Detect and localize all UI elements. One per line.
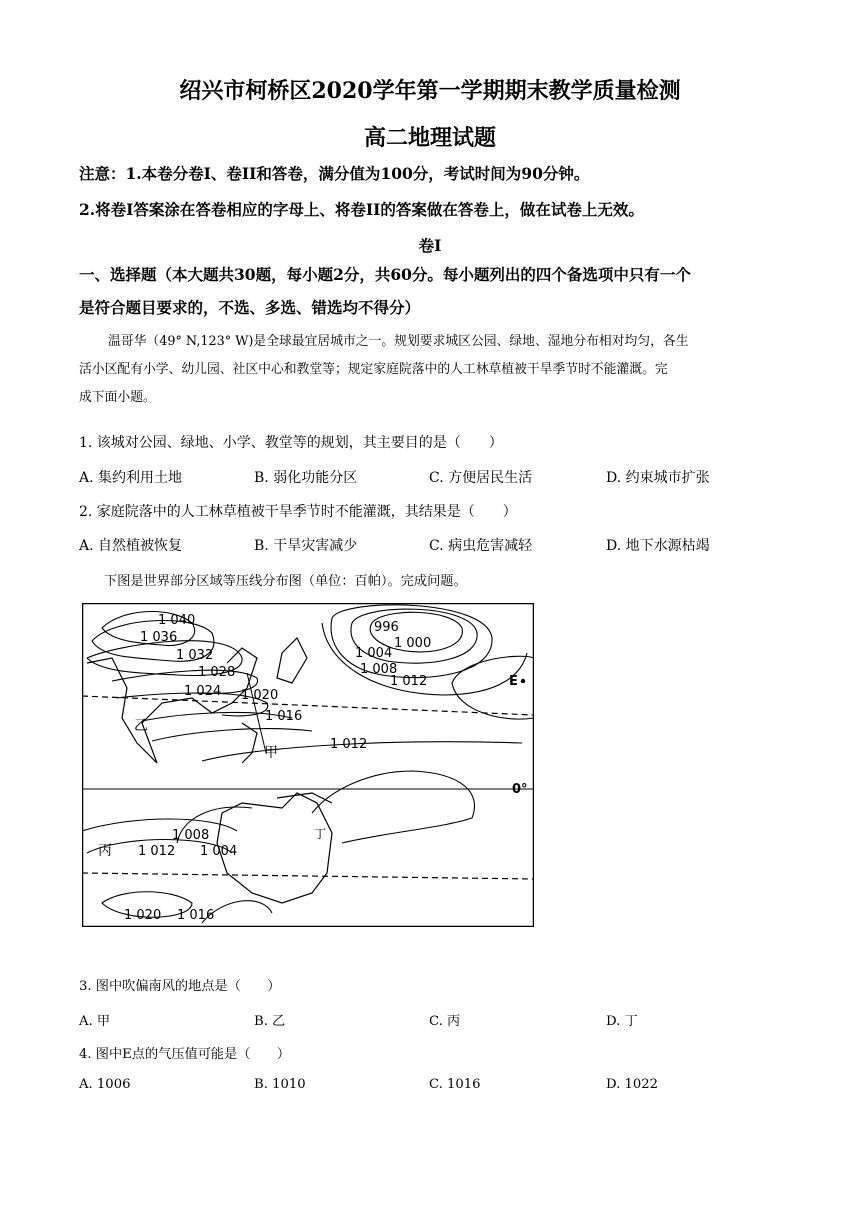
- passage-1-line-3: 成下面小题。: [79, 390, 156, 405]
- isobar-label: 1 008: [172, 828, 210, 843]
- isobar-label: 996: [374, 620, 399, 635]
- page-subtitle: 高二地理试题: [363, 125, 496, 151]
- point-e-marker: [521, 679, 525, 683]
- isobar-label: 1 012: [138, 844, 176, 859]
- passage-1-line-2: 活小区配有小学、幼儿园、社区中心和教堂等；规定家庭院落中的人工林草植被干旱季节时不能灌溉。完: [79, 362, 668, 377]
- question-4-stem: 4. 图中E点的气压值可能是（ ）: [79, 1047, 291, 1062]
- question-3-stem: 3. 图中吹偏南风的地点是（ ）: [79, 979, 281, 994]
- isobar-label: 1 024: [184, 684, 222, 699]
- isobar-label: 1 016: [265, 709, 303, 724]
- isobar-label: 1 000: [394, 636, 432, 651]
- question-2-option-d: D. 地下水源枯竭: [606, 538, 710, 554]
- question-1-option-b: B. 弱化功能分区: [254, 470, 358, 486]
- passage-1-line-1: 温哥华（49° N,123° W)是全球最宜居城市之一。规划要求城区公园、绿地、湿地分布相对均匀，各生: [108, 334, 689, 349]
- isobar-label: 1 016: [177, 908, 215, 923]
- question-4-option-c: C. 1016: [429, 1077, 481, 1092]
- isobar-label: 1 036: [140, 630, 178, 645]
- isobar-label: 1 040: [158, 613, 196, 628]
- isobar-label: 1 012: [330, 737, 368, 752]
- note-line-2: 2.将卷I答案涂在答卷相应的字母上、将卷II的答案做在答卷上，做在试卷上无效。: [79, 200, 644, 219]
- isobar-map: [82, 603, 534, 927]
- question-2-option-a: A. 自然植被恢复: [79, 538, 183, 554]
- question-4-option-a: A. 1006: [79, 1077, 131, 1092]
- question-3-option-b: B. 乙: [254, 1014, 286, 1029]
- note-line-1: 注意：1.本卷分卷I、卷II和答卷，满分值为100分，考试时间为90分钟。: [79, 164, 590, 183]
- page-title: 绍兴市柯桥区2020学年第一学期期末教学质量检测: [179, 78, 681, 104]
- question-1-stem: 1. 该城对公园、绿地、小学、教堂等的规划，其主要目的是（ ）: [79, 435, 503, 451]
- question-3-option-d: D. 丁: [606, 1014, 638, 1029]
- section-heading-line-1: 一、选择题（本大题共30题，每小题2分，共60分。每小题列出的四个备选项中只有一个: [79, 265, 691, 284]
- section-heading-line-2: 是符合题目要求的，不选、多选、错选均不得分）: [79, 298, 421, 317]
- question-3-option-a: A. 甲: [79, 1014, 111, 1029]
- isobar-label: 1 012: [390, 674, 428, 689]
- question-3-option-c: C. 丙: [429, 1014, 461, 1029]
- isobar-label: 1 032: [176, 648, 214, 663]
- question-1-option-a: A. 集约利用土地: [79, 470, 183, 486]
- isobar-label: 1 004: [355, 646, 393, 661]
- point-label-e: E: [509, 674, 518, 689]
- isobar-label: 1 008: [360, 662, 398, 677]
- question-1-option-d: D. 约束城市扩张: [606, 470, 710, 486]
- point-label-jia: 甲: [264, 745, 278, 761]
- point-label-yi: 乙: [134, 718, 148, 734]
- question-4-option-b: B. 1010: [254, 1077, 306, 1092]
- question-2-option-b: B. 干旱灾害减少: [254, 538, 358, 554]
- question-2-stem: 2. 家庭院落中的人工林草植被干旱季节时不能灌溉，其结果是（ ）: [79, 504, 517, 520]
- passage-2-intro: 下图是世界部分区域等压线分布图（单位：百帕）。完成问题。: [104, 574, 467, 589]
- question-1-option-c: C. 方便居民生活: [429, 470, 533, 486]
- point-label-ding: 丁: [314, 827, 327, 841]
- volume-label: 卷I: [418, 236, 442, 255]
- isobar-label: 1 028: [198, 665, 236, 680]
- question-2-option-c: C. 病虫危害减轻: [429, 538, 533, 554]
- question-4-option-d: D. 1022: [606, 1077, 659, 1092]
- point-label-bing: 丙: [98, 843, 112, 859]
- equator-label: 0°: [512, 782, 528, 797]
- isobar-label: 1 020: [241, 688, 279, 703]
- isobar-label: 1 020: [124, 908, 162, 923]
- isobar-label: 1 004: [200, 844, 238, 859]
